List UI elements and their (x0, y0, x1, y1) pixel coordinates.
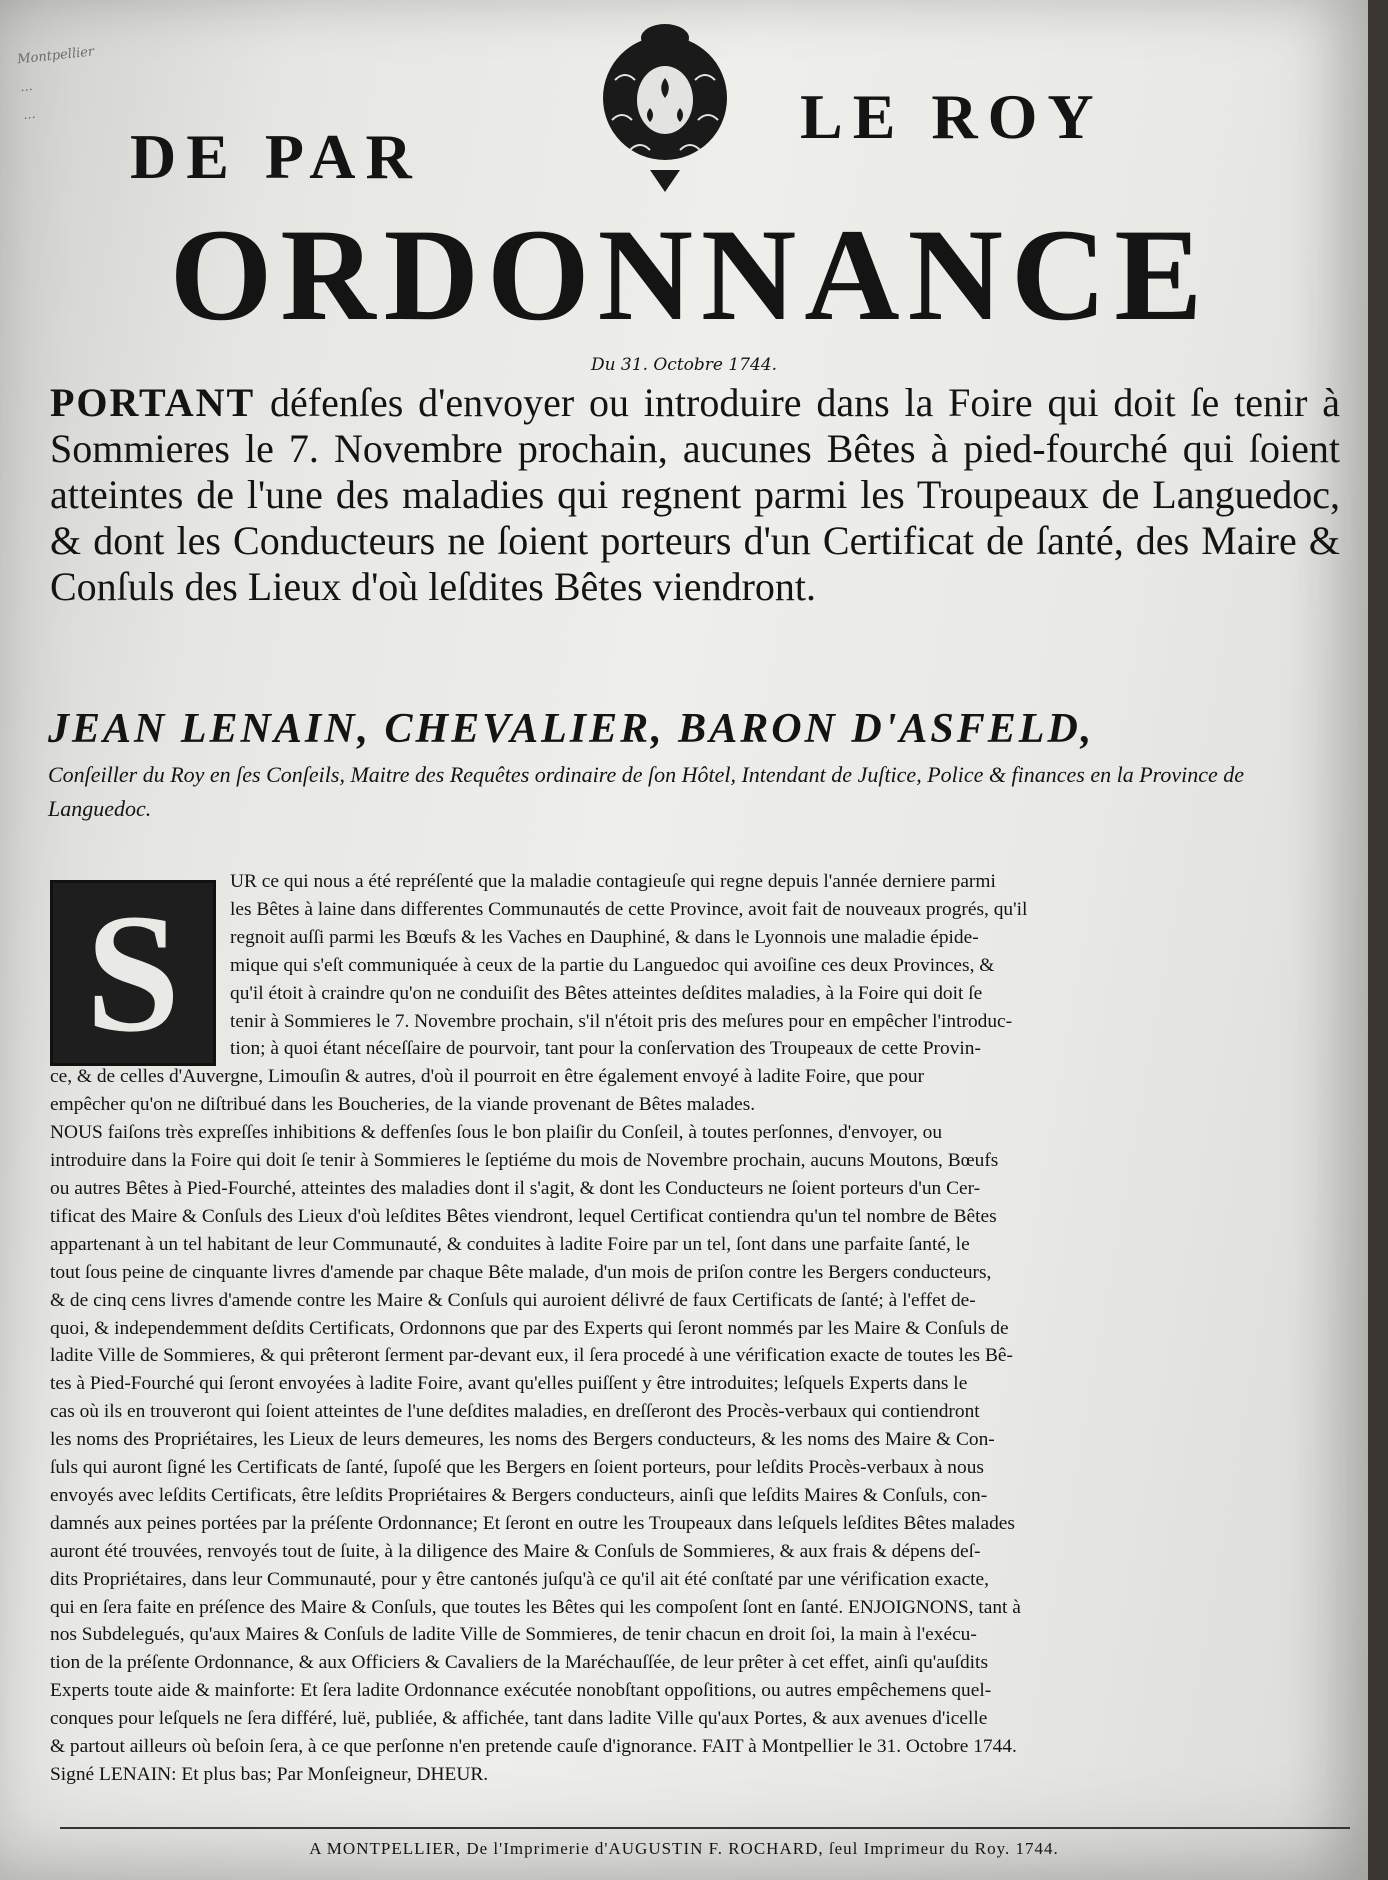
body-line: ſuls qui auront ſigné les Certificats de ſanté, ſupoſé que les Bergers en ſoient porteurs, pour leſdits Procès-verbaux à nous (50, 1457, 984, 1479)
body-line: conques pour leſquels ne ſera différé, luë, publiée, & affichée, tant dans ladite Ville qu'aux Portes, & aux avenues d'icelle (50, 1708, 988, 1730)
body-line: ladite Ville de Sommieres, & qui prêteront ſerment par-devant eux, il ſera procedé à une vérification exacte de toutes les Bê- (50, 1345, 1013, 1367)
body-line: nos Subdelegués, qu'aux Maires & Conſuls de ladite Ville de Sommieres, de tenir chacun en droit ſoi, la main à l'exécu- (50, 1624, 977, 1646)
body-line: les Bêtes à laine dans differentes Communautés de cette Province, avoit fait de nouveaux progrés, qu'il (230, 898, 1028, 920)
body-line: tion; à quoi étant néceſſaire de pourvoir, tant pour la conſervation des Troupeaux de cette Provin- (230, 1038, 981, 1060)
margin-note-line: ... (22, 106, 37, 124)
body-line: tenir à Sommieres le 7. Novembre prochain, s'il n'étoit pris des meſures pour en empêcher l'introduc- (230, 1010, 1013, 1032)
margin-note-line: Montpellier (16, 44, 95, 68)
body-line: Experts toute aide & mainforte: Et ſera ladite Ordonnance exécutée nonobſtant oppoſitions, ou autres empêchemens quel- (50, 1680, 992, 1702)
header-le-roy: LE ROY (800, 81, 1104, 152)
body-line: cas où ils en trouveront qui ſoient atteintes de l'une deſdites maladies, en dreſſeront des Procès-verbaux qui contiendront (50, 1401, 980, 1423)
body-line: empêcher qu'on ne diſtribué dans les Boucheries, de la viande provenant de Bêtes malades. (50, 1094, 756, 1116)
body-line: & partout ailleurs où beſoin ſera, à ce que perſonne n'en pretende cauſe d'ignorance. FAIT à Montpellier le 31. Octobre 1744. (50, 1736, 1017, 1758)
body-line: Signé LENAIN: Et plus bas; Par Monſeigneur, DHEUR. (50, 1764, 489, 1785)
body-line: auront été trouvées, renvoyés tout de ſuite, à la diligence des Maire & Conſuls de Sommieres, & aux frais & dépens deſ- (50, 1540, 981, 1562)
body-line: damnés aux peines portées par la préſente Ordonnance; Et ſeront en outre les Troupeaux dans leſquels leſdites Bêtes malades (50, 1512, 1015, 1534)
body-line: appartenant à un tel habitant de leur Communauté, & conduites à ladite Foire par un tel, ſont dans une parfaite ſanté, le (50, 1233, 970, 1255)
royal-arms-emblem-icon (590, 20, 740, 200)
body-line: mique qui s'eſt communiquée à ceux de la partie du Languedoc qui avoiſine ces deux Provinces, & (230, 954, 995, 976)
margin-note-line: ... (19, 79, 34, 96)
body-line: tion de la préſente Ordonnance, & aux Officiers & Cavaliers de la Maréchauſſée, de leur prêter à cet effet, ainſi qu'auſdits (50, 1652, 988, 1674)
body-line: les noms des Propriétaires, les Lieux de leurs demeures, les noms des Bergers conducteurs, & les noms des Maire & Con- (50, 1429, 995, 1451)
intendant-name: JEAN LENAIN, CHEVALIER, BARON D'ASFELD, (48, 706, 1095, 752)
body-line: qui en ſera faite en préſence des Maire & Conſuls, que toutes les Bêtes qui les compoſent ſont en ſanté. ENJOIGNONS, tant à (50, 1596, 1021, 1618)
body-line: ou autres Bêtes à Pied-Fourché, atteintes des maladies dont il s'agit, & dont les Conducteurs ne ſoient porteurs d'un Cer- (50, 1177, 981, 1199)
body-line: introduire dans la Foire qui doit ſe tenir à Sommieres le ſeptiéme du mois de Novembre prochain, aucuns Moutons, Bœufs (50, 1150, 999, 1172)
body-line: qu'il étoit à craindre qu'on ne conduiſit des Bêtes atteintes deſdites maladies, à la Foire qui doit ſe (230, 982, 983, 1004)
body-line: NOUS faiſons très expreſſes inhibitions & deffenſes ſous le bon plaiſir du Conſeil, à toutes perſonnes, d'envoyer, ou (50, 1122, 943, 1144)
body-line: dits Propriétaires, dans leur Communauté, pour y être cantonés juſqu'à ce qu'il ait été conſtaté par une vérification exacte, (50, 1568, 990, 1590)
header-de-par: DE PAR (130, 121, 422, 192)
dropcap-letter: S (85, 879, 181, 1067)
divider-rule (60, 1827, 1350, 1829)
body-line: UR ce qui nous a été repréſenté que la maladie contagieuſe qui regne depuis l'année derniere parmi (230, 871, 996, 892)
body-line: tificat des Maire & Conſuls des Lieux d'où leſdites Bêtes viendront, lequel Certificat contiendra qu'un tel nombre de Bêtes (50, 1205, 997, 1227)
portant-text: défenſes d'envoyer ou introduire dans la Foire qui doit ſe tenir à Sommieres le 7. Novembre prochain, aucunes Bêtes à pied-fourché qui ſoient atteintes de l'une des maladies qui regnent parmi les Troupeaux de Languedoc, & dont les Conducteurs ne ſoient porteurs d'un Certificat de ſanté, des Maire & Conſuls des Lieux d'où leſdites Bêtes viendront. (50, 380, 1340, 609)
portant-paragraph (50, 380, 1340, 610)
body-line: & de cinq cens livres d'amende contre les Maire & Conſuls qui auroient délivré de faux Certificats de ſanté; à l'effet de- (50, 1289, 976, 1311)
body-line: ce, & de celles d'Auvergne, Limouſin & autres, d'où il pourroit en être également envoyé à ladite Foire, que pour (50, 1066, 925, 1088)
body-line: regnoit auſſi parmi les Bœufs & les Vaches en Dauphiné, & dans le Lyonnois une maladie épide- (230, 926, 979, 948)
printer-imprint: A MONTPELLIER, De l'Imprimerie d'AUGUSTIN F. ROCHARD, ſeul Imprimeur du Roy. 1744. (309, 1839, 1059, 1858)
header (0, 60, 1368, 210)
intendant-titles: Conſeiller du Roy en ſes Conſeils, Maitre des Requêtes ordinaire de ſon Hôtel, Intendant de Juſtice, Police & finances en la Province de Languedoc. (48, 762, 1245, 821)
body-line: quoi, & independemment deſdits Certificats, Ordonnons que par des Experts qui ſeront nommés par les Maire & Conſuls de (50, 1317, 1009, 1339)
ordonnance-date: Du 31. Octobre 1744. (590, 355, 778, 375)
portant-lead: PORTANT (50, 380, 256, 425)
body-line: tes à Pied-Fourché qui ſeront envoyées à ladite Foire, avant qu'elles puiſſent y être introduites; leſquels Experts dans le (50, 1373, 968, 1395)
ordonnance-body (50, 868, 1365, 1789)
page-title: ORDONNANCE (169, 201, 1211, 348)
body-line: tout ſous peine de cinquante livres d'amende par chaque Bête malade, d'un mois de priſon contre les Bergers conducteurs, (50, 1261, 992, 1283)
body-line: envoyés avec leſdits Certificats, être leſdits Propriétaires & Bergers conducteurs, ainſi que leſdits Maires & Conſuls, con- (50, 1484, 988, 1506)
